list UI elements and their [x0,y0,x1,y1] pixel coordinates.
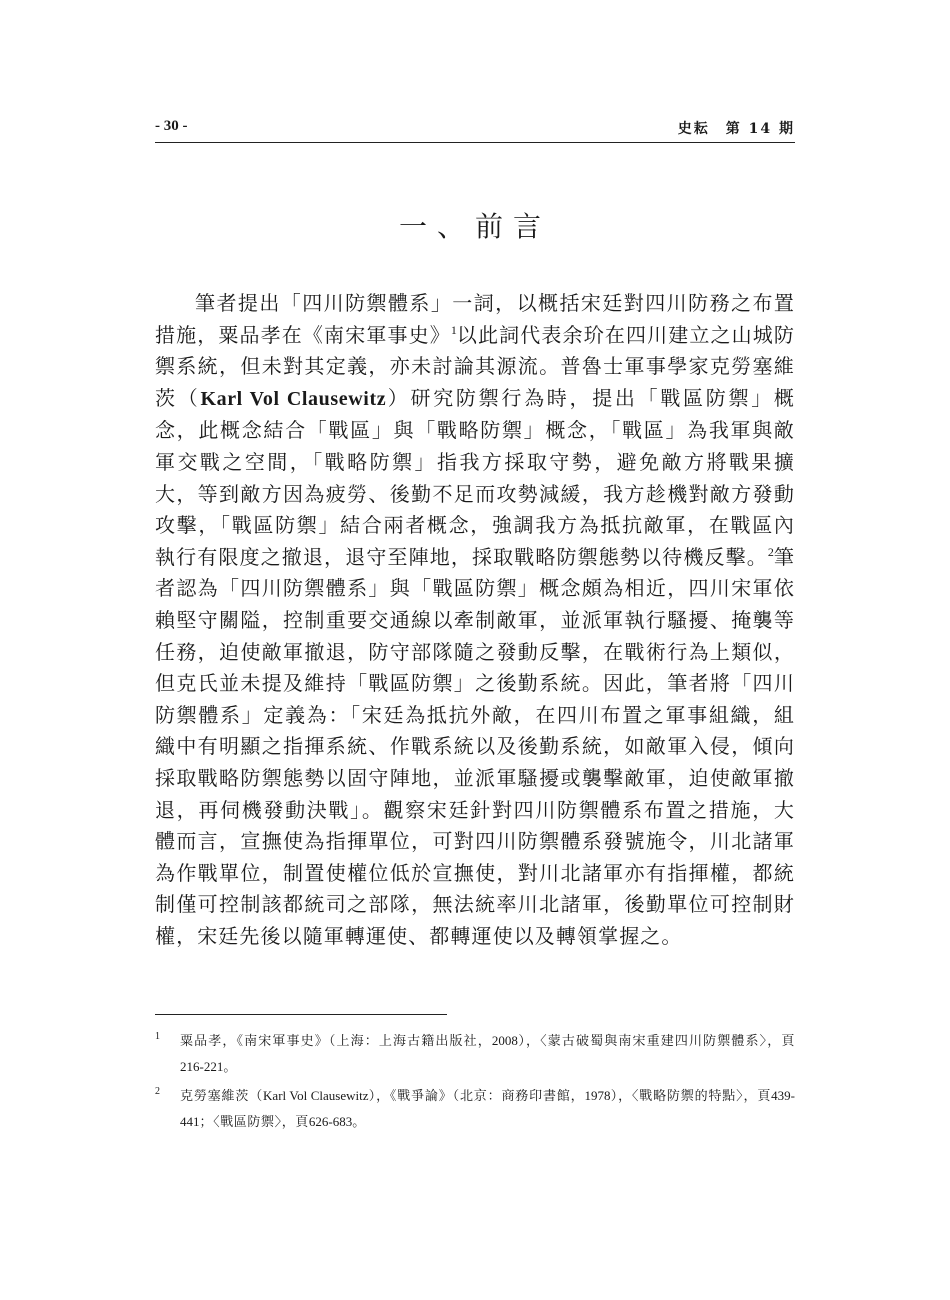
footnote-number: 2 [155,1086,161,1097]
page-header [155,118,795,142]
footnote-ref-1[interactable]: 1 [450,322,457,337]
text-run: ），〈戰略防禦的特點〉，頁 [610,1089,772,1104]
text-run: 。 [352,1115,366,1130]
text-run: 626-683 [308,1114,353,1129]
text-run: 粟品孝，《南宋軍事史》（上海：上海古籍出版社， [180,1034,492,1049]
text-run: 。 [223,1060,237,1075]
footnote-1 [155,1028,795,1080]
footnotes [155,1028,795,1138]
text-run: ），《戰爭論》（北京：商務印書館， [368,1089,585,1104]
footnote-2 [155,1083,795,1135]
footnote-ref-2[interactable]: 2 [767,544,774,559]
text-run: 筆者認為「四川防禦體系」與「戰區防禦」概念頗為相近，四川宋軍依賴堅守關隘，控制重要交通線以牽制敵軍，並派軍執行騷擾、掩襲等任務，迫使敵軍撤退，防守部隊隨之發動反擊，在戰術行為上類似，但克氏並未提及維持「戰區防禦」之後勤系統。因此，筆者將「四川防禦體系」定義為：「宋廷為抵抗外敵，在四川布置之軍事組織，組織中有明顯之指揮系統、作戰系統以及後勤系統，如敵軍入侵，傾向採取戰略防禦態勢以固守陣地，並派軍騷擾或襲擊敵軍，迫使敵軍撤退，再伺機發動決戰」。觀察宋廷針對四川防禦體系布置之措施，大體而言，宣撫使為指揮單位，可對四川防禦體系發號施令，川北諸軍為作戰單位，制置使權位低於宣撫使，對川北諸軍亦有指揮權，都統制僅可控制該都統司之部隊，無法統率川北諸軍，後勤單位可控制財權，宋廷先後以隨軍轉運使、都轉運使以及轉領掌握之。 [155,544,795,948]
footnote-separator [155,1014,447,1015]
text-run: 216-221 [180,1059,224,1074]
page-number: - 30 - [155,118,188,134]
latin-name: Karl Vol Clausewitz [200,387,387,410]
body-text [155,288,795,952]
text-run: 2008 [491,1033,518,1048]
text-run: ）研究防禦行為時，提出「戰區防禦」概念，此概念結合「戰區」與「戰略防禦」概念，「戰區」為我軍與敵軍交戰之空間，「戰略防禦」指我方採取守勢，避免敵方將戰果擴大，等到敵方因為疲勞、後勤不足而攻勢減緩，我方趁機對敵方發動攻擊，「戰區防禦」結合兩者概念，強調我方為抵抗敵軍，在戰區內執行有限度之撤退，退守至陣地，採取戰略防禦態勢以待機反擊。 [155,385,796,569]
text-run: 以此詞代表余玠在四川建立之山城防禦系統，但未對其定義，亦未討論其源流。普魯士軍事學家克勞塞維茨（ [155,322,795,410]
header-rule [155,142,795,143]
text-run: 1978 [584,1088,611,1103]
text-run: ），〈蒙古破蜀與南宋重建四川防禦體系〉，頁 [517,1034,795,1049]
text-run: ；〈戰區防禦〉，頁 [199,1115,309,1130]
text-run: Karl Vol Clausewitz [263,1088,369,1103]
footnote-text [180,1034,795,1075]
journal-issue: 史耘 第 14 期 [677,121,795,137]
footnote-text [180,1089,795,1130]
text-run: 筆者提出「四川防禦體系」一詞，以概括宋廷對四川防務之布置措施，粟品孝在《南宋軍事史》 [155,291,795,347]
paragraph [155,288,795,952]
footnote-number: 1 [155,1031,161,1042]
text-run: 克勞塞維茨（ [180,1089,264,1104]
text-run: 439-441 [180,1088,795,1129]
section-title: 一、前言 [398,210,551,243]
